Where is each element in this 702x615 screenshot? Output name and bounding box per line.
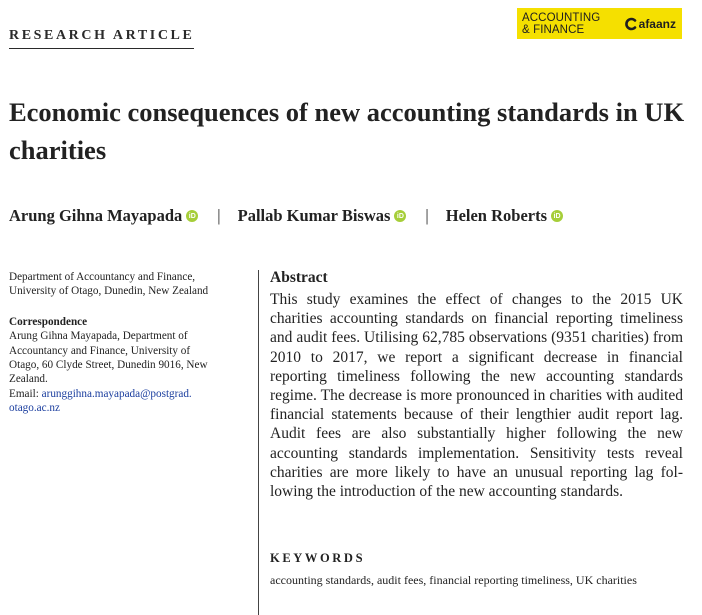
author-separator: | xyxy=(425,206,429,225)
column-divider xyxy=(258,270,259,615)
correspondence-line: Zealand. xyxy=(9,373,48,386)
email-line xyxy=(9,387,249,401)
abstract-heading: Abstract xyxy=(270,269,328,286)
orcid-icon[interactable]: iD xyxy=(186,210,198,222)
email-label: Email: xyxy=(9,387,39,400)
author-2[interactable] xyxy=(238,206,409,226)
email-link[interactable]: arunggihna.mayapada@postgrad. xyxy=(41,387,192,400)
journal-name-line1: ACCOUNTING xyxy=(522,11,601,24)
keywords-text: accounting standards, audit fees, financial reporting timeliness, UK charities xyxy=(270,573,637,587)
affiliation-line: University of Otago, Dunedin, New Zealand xyxy=(9,285,209,298)
orcid-icon[interactable]: iD xyxy=(394,210,406,222)
society-logo xyxy=(624,17,676,31)
author-info-column xyxy=(9,270,249,416)
orcid-icon[interactable]: iD xyxy=(551,210,563,222)
author-separator: | xyxy=(217,206,221,225)
section-label: RESEARCH ARTICLE xyxy=(9,28,194,49)
article-title: Economic consequences of new accounting standards in UK charities xyxy=(9,97,685,165)
correspondence-line: Otago, 60 Clyde Street, Dunedin 9016, New xyxy=(9,359,208,372)
correspondence-line: Accountancy and Finance, University of xyxy=(9,344,191,357)
correspondence-heading: Correspondence xyxy=(9,315,88,328)
journal-name xyxy=(522,12,600,36)
email-line xyxy=(9,401,249,415)
affiliation-line: Department of Accountancy and Finance, xyxy=(9,271,196,283)
abstract-text: This study examines the effect of changes to the 2015 UK charities accounting standards on financial reporting timeliness and audit fees. Utilising 62,785 observations (9351 charities) from 2010 to 2017, we report a significant decrease in financial reporting timeliness following the new accounting standards regime. The decrease is more pronounced in charities with audited financial statements because of their lengthier audit report lag. Audit fees are also substantially higher following the new accounting standards implementation. Sensitivity tests reveal charities are more likely to have an unusual reporting lag following the introduction of the new accounting standards. xyxy=(270,291,683,501)
society-logo-icon xyxy=(624,17,638,31)
journal-name-line2: & FINANCE xyxy=(522,23,585,36)
author-name[interactable]: Helen Roberts xyxy=(445,206,548,225)
author-name[interactable]: Arung Gihna Mayapada xyxy=(9,206,183,225)
journal-logo xyxy=(517,8,682,39)
society-name: afaanz xyxy=(638,16,676,31)
email-link-continued[interactable]: otago.ac.nz xyxy=(9,402,60,415)
keywords-heading: KEYWORDS xyxy=(270,551,366,565)
author-name[interactable]: Pallab Kumar Biswas xyxy=(237,206,391,225)
author-list xyxy=(9,206,689,226)
correspondence-line: Arung Gihna Mayapada, Department of xyxy=(9,330,188,343)
author-3[interactable] xyxy=(446,206,565,226)
author-1[interactable] xyxy=(9,206,200,226)
